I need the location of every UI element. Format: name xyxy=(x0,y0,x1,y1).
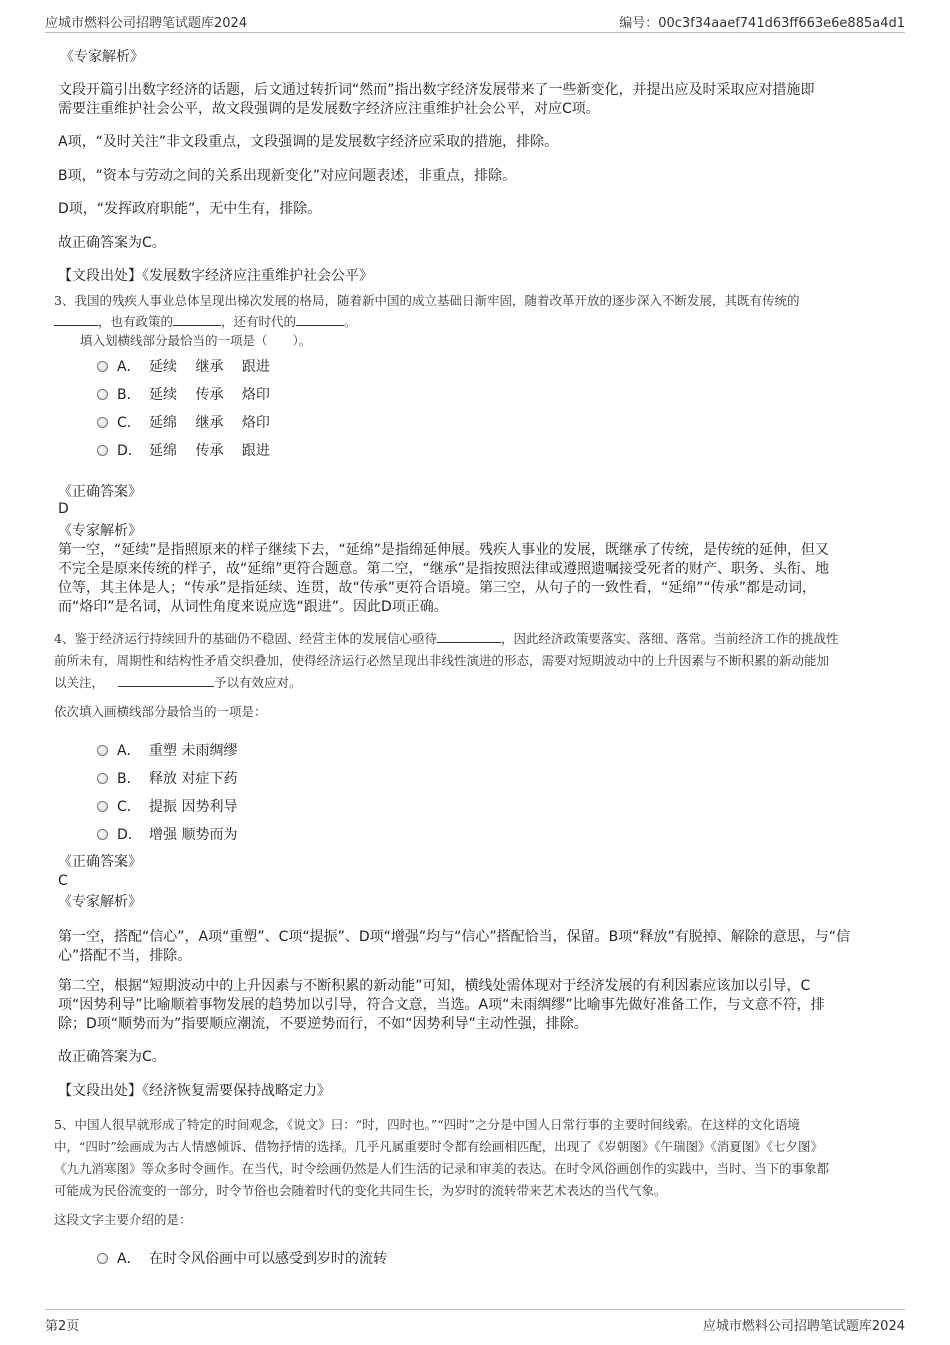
radio-icon[interactable] xyxy=(97,829,108,840)
q2-source: 【文段出处】《发展数字经济应注重维护社会公平》 xyxy=(58,268,373,284)
q3-blank-3 xyxy=(296,311,344,326)
q3-analysis-line: 不完全是原来传统的样子，故“延绵”更符合题意。第二空，“继承”是指按照法律或遵照遗嘱接受死者的财产、职务、头衔、地 xyxy=(58,561,830,577)
radio-icon[interactable] xyxy=(97,773,108,784)
footer-page-number: 第2页 xyxy=(45,1319,80,1334)
q3-analysis-line: 而“烙印”是名词，从词性角度来说应选“跟进”。因此D项正确。 xyxy=(58,599,448,615)
q2-analysis-line: 需要注重维护社会公平，故文段强调的是发展数字经济应注重维护社会公平，对应C项。 xyxy=(58,101,600,117)
q4-analysis-line: 第一空，搭配“信心”，A项“重塑”、C项“提振”、D项“增强”均与“信心”搭配恰当，保留。B项“释放”有脱掉、解除的意思，与“信 xyxy=(58,929,851,945)
q5-prompt: 这段文字主要介绍的是： xyxy=(54,1212,192,1227)
q4-source: 【文段出处】《经济恢复需要保持战略定力》 xyxy=(58,1083,331,1099)
q4-answer: C xyxy=(58,873,68,889)
q3-question-line1: 3、我国的残疾人事业总体呈现出梯次发展的格局，随着新中国的成立基础日渐牢固，随着改革开放的逐步深入不断发展，其既有传统的 xyxy=(54,293,800,308)
radio-icon[interactable] xyxy=(97,389,108,400)
q3-answer-label: 《正确答案》 xyxy=(58,484,142,500)
q5-question-line: 5、中国人很早就形成了特定的时间观念，《说文》曰：“时，四时也。”“四时”之分是中国人日常行事的主要时间线索。在这样的文化语境 xyxy=(54,1117,801,1132)
q2-analysis-b: B项，“资本与劳动之间的关系出现新变化”对应问题表述，非重点，排除。 xyxy=(58,168,517,184)
page-footer xyxy=(45,1309,905,1334)
q5-question-line: 可能成为民俗流变的一部分，时令节俗也会随着时代的变化共同生长，为岁时的流转带来艺术表达的当代气象。 xyxy=(54,1183,667,1198)
footer-title: 应城市燃料公司招聘笔试题库2024 xyxy=(702,1319,905,1334)
q3-analysis-line: 第一空，“延续”是指照原来的样子继续下去，“延绵”是指绵延伸展。残疾人事业的发展，既继承了传统，是传统的延伸，但又 xyxy=(58,542,830,558)
q4-analysis-label: 《专家解析》 xyxy=(58,894,142,910)
q5-question-line: 《九九消寒图》等众多时令画作。在当代，时令绘画仍然是人们生活的记录和审美的表达。在时令风俗画创作的实践中，当时、当下的事象都 xyxy=(54,1161,830,1176)
q2-analysis-a: A项，“及时关注”非文段重点，文段强调的是发展数字经济应采取的措施，排除。 xyxy=(58,134,559,150)
q3-blank-1 xyxy=(54,311,98,326)
q4-analysis-line: 项“因势利导”比喻顺着事物发展的趋势加以引导，符合文意，当选。A项“未雨绸缪”比喻事先做好准备工作，与文意不符，排 xyxy=(58,997,825,1013)
q4-prompt: 依次填入画横线部分最恰当的一项是： xyxy=(54,704,267,719)
q4-question-line3: 以关注， 予以有效应对。 xyxy=(54,672,838,694)
q2-analysis-d: D项，“发挥政府职能”，无中生有，排除。 xyxy=(58,201,322,217)
q3-answer: D xyxy=(58,501,69,517)
q2-analysis-label: 《专家解析》 xyxy=(60,49,144,65)
radio-icon[interactable] xyxy=(97,417,108,428)
q3-question-line2: ，也有政策的 ，还有时代的 。 xyxy=(54,311,799,332)
radio-icon[interactable] xyxy=(97,801,108,812)
q3-blank-2 xyxy=(173,311,221,326)
q5-question xyxy=(54,1114,829,1202)
header-title: 应城市燃料公司招聘笔试题库2024 xyxy=(45,16,248,31)
q3-analysis-label: 《专家解析》 xyxy=(58,523,142,539)
q4-answer-label: 《正确答案》 xyxy=(58,854,142,870)
q4-blank-2 xyxy=(118,672,214,687)
radio-icon[interactable] xyxy=(97,361,108,372)
q2-answer: 故正确答案为C。 xyxy=(58,235,166,251)
q4-question xyxy=(54,628,838,694)
q2-analysis-para1 xyxy=(58,81,815,119)
q2-analysis-line: 文段开篇引出数字经济的话题，后文通过转折词“然而”指出数字经济发展带来了一些新变化，并提出应及时采取应对措施即 xyxy=(58,82,815,98)
q4-analysis-line: 第二空，根据“短期波动中的上升因素与不断积累的新动能”可知，横线处需体现对于经济发展的有利因素应该加以引导，C xyxy=(58,978,811,994)
q4-question-line2: 前所未有，周期性和结构性矛盾交织叠加，使得经济运行必然呈现出非线性演进的形态，需要对短期波动中的上升因素与不断积累的新动能加 xyxy=(54,653,830,668)
q4-question-line1: 4、鉴于经济运行持续回升的基础仍不稳固、经营主体的发展信心亟待 ，因此经济政策要落实、落细、落常。当前经济工作的挑战性 xyxy=(54,628,838,650)
q3-analysis xyxy=(58,541,829,617)
q3-question xyxy=(54,291,799,332)
q5-question-line: 中，“四时”绘画成为古人情感倾诉、借物抒情的选择。几乎凡属重要时令都有绘画相匹配，出现了《岁朝图》《午瑞图》《消夏图》《七夕图》 xyxy=(54,1139,824,1154)
q4-analysis-para2 xyxy=(58,977,825,1034)
q3-prompt: 填入划横线部分最恰当的一项是（ ）。 xyxy=(80,333,312,348)
page-header xyxy=(45,10,905,33)
header-doc-number: 编号：00c3f34aaef741d63ff663e6e885a4d1 xyxy=(619,16,905,31)
radio-icon[interactable] xyxy=(97,445,108,456)
q4-answer-text: 故正确答案为C。 xyxy=(58,1049,166,1065)
radio-icon[interactable] xyxy=(97,1253,108,1264)
q4-blank-1 xyxy=(437,628,501,643)
q4-analysis-line: 心”搭配不当，排除。 xyxy=(58,948,192,964)
q4-analysis-line: 除；D项“顺势而为”指要顺应潮流，不要逆势而行，不如“因势利导”主动性强，排除。 xyxy=(58,1016,588,1032)
q3-analysis-line: 位等，其主体是人；“传承”是指延续、连贯，故“传承”更符合语境。第三空，从句子的一致性看，“延绵”“传承”都是动词， xyxy=(58,580,817,596)
radio-icon[interactable] xyxy=(97,745,108,756)
q4-analysis-para1 xyxy=(58,928,850,966)
